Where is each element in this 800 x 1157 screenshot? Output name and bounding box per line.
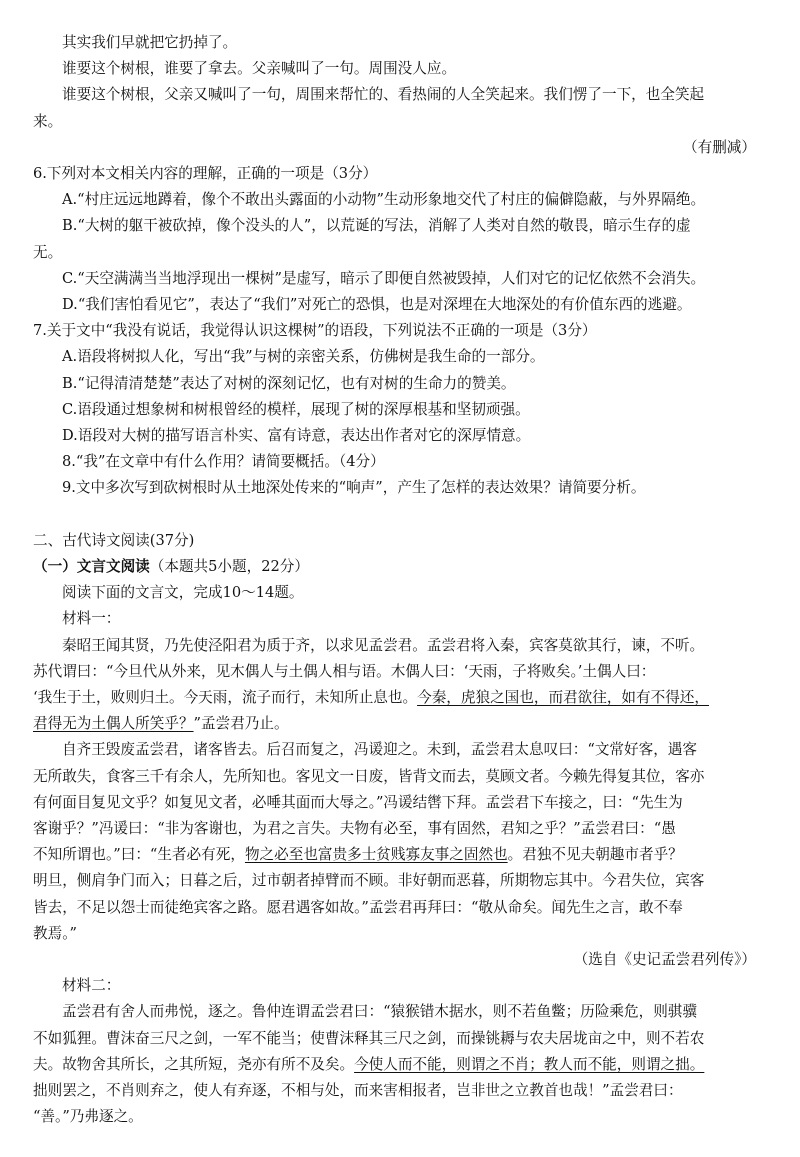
story-paragraph: 谁要这个树根，父亲又喊叫了一句，周围来帮忙的、看热闹的人全笑起来。我们愣了一下，也全笑起	[62, 86, 705, 104]
question-6-stem: 6.下列对本文相关内容的理解，正确的一项是（3分）	[33, 165, 378, 182]
text-span: ”孟尝君乃止。	[193, 715, 289, 733]
material-1-line	[33, 845, 683, 865]
text-span: ‘我生于土，败则归土。今天雨，流子而行，未知所止息也。	[33, 689, 418, 706]
q6-option-c: C.“天空满满当当地浮现出一棵树”是虚写，暗示了即便自然被毁掉，人们对它的记忆依然不会消失。	[62, 269, 706, 287]
material-1-line: 苏代谓曰：“今旦代从外来，见木偶人与土偶人相与语。木偶人曰：‘天雨，子将败矣。’土偶人曰：	[33, 662, 656, 680]
material-1-line: 自齐王毁废孟尝君，诸客皆去。后召而复之，冯谖迎之。未到，孟尝君太息叹曰：“文常好客，遇客	[62, 741, 697, 759]
material-1-line: 无所敢失，食客三千有余人，先所知也。客见文一日废，皆背文而去，莫顾文者。今赖先得复其位，客亦	[33, 767, 705, 785]
material-1-line: 明旦，侧肩争门而入；日暮之后，过市朝者掉臂而不顾。非好朝而恶暮，所期物忘其中。今君失位，宾客	[33, 872, 705, 890]
section-2-title: 二、古代诗文阅读(37分)	[33, 531, 195, 549]
material-1-label: 材料一：	[62, 610, 121, 628]
text-span: 夫。故物舍其所长，之其所短，尧亦有所不及矣。	[33, 1055, 355, 1073]
abridged-note: （有删减）	[683, 138, 756, 156]
subsection-title-bold: （一）文言文阅读	[33, 558, 150, 575]
material-1-line: 皆去，不足以怨士而徒绝宾客之路。愿君遇客如故。”孟尝君再拜曰：“敬从命矣。闻先生之言，敢不奉	[33, 898, 683, 916]
q6-option-a: A.“村庄远远地蹲着，像个不敢出头露面的小动物”生动形象地交代了村庄的偏僻隐蔽，与外界隔绝。	[62, 191, 706, 209]
story-paragraph: 谁要这个树根，谁要了拿去。父亲喊叫了一句。周围没人应。	[62, 60, 457, 78]
material-2-label: 材料二：	[62, 977, 121, 995]
subsection-title	[33, 557, 309, 577]
material-2-line: 拙则罢之，不肖则弃之，使人有弃逐，不相与处，而来害相报者，岂非世之立教首也哉！”孟尝君曰：	[33, 1082, 683, 1099]
material-2-line	[33, 1055, 704, 1075]
text-span: 不知所谓也。”曰：“生者必有死，	[33, 846, 245, 864]
underlined-sentence: 今使人而不能，则谓之不肖；教人而不能，则谓之拙。	[354, 1055, 705, 1073]
q7-option-d: D.语段对大树的描写语言朴实、富有诗意，表达出作者对它的深厚情意。	[62, 427, 531, 444]
material-2-line: 不如狐狸。曹沫奋三尺之剑，一军不能当；使曹沫释其三尺之剑，而操铫耨与农夫居垅亩之中，则不若农	[33, 1029, 705, 1047]
underlined-sentence: 物之必至也富贵多士贫贱寡友事之固然也	[244, 846, 508, 864]
q7-option-c: C.语段通过想象树和树根曾经的模样，展现了树的深厚根基和坚韧顽强。	[62, 400, 530, 418]
material-1-line: 秦昭王闻其贤，乃先使泾阳君为质于齐，以求见孟尝君。孟尝君将入秦，宾客莫欲其行，谏，不听。	[62, 636, 705, 654]
q7-option-b: B.“记得清清楚楚”表达了对树的深刻记忆，也有对树的生命力的赞美。	[62, 374, 516, 392]
material-2-line: “善。”乃弗逐之。	[33, 1108, 143, 1126]
material-1-line: 客谢乎？”冯谖曰：“非为客谢也，为君之言失。夫物有必至，事有固然，君知之乎？”孟尝君曰：“愚	[33, 820, 676, 837]
material-1-line	[33, 714, 289, 734]
material-1-source: （选自《史记孟尝君列传》）	[573, 951, 756, 968]
q6-option-d: D.“我们害怕看见它”，表达了“我们”对死亡的恐惧，也是对深埋在大地深处的有价值东西的逃避。	[62, 296, 692, 313]
text-span: 。君独不见夫朝趣市者乎？	[507, 846, 683, 864]
question-8: 8.“我”在文章中有什么作用？请简要概括。（4分）	[62, 453, 385, 471]
q6-option-b: B.“大树的躯干被砍掉，像个没头的人”，以荒诞的写法，消解了人类对自然的敬畏，暗示生存的虚	[62, 217, 691, 235]
material-1-line: 教焉。”	[33, 924, 77, 942]
story-paragraph-cont: 来。	[33, 112, 63, 130]
question-7-stem: 7.关于文中“我没有说话，我觉得认识这棵树”的语段，下列说法不正确的一项是（3分）	[33, 322, 597, 340]
material-1-line: 有何面目复见文乎？如复见文者，必唾其面而大辱之。”冯谖结辔下拜。孟尝君下车接之，曰：“先生为	[33, 793, 683, 811]
story-paragraph: 其实我们早就把它扔掉了。	[62, 34, 238, 51]
underlined-sentence: 君得无为土偶人所笑乎？	[33, 715, 194, 733]
reading-instruction: 阅读下面的文言文，完成10～14题。	[62, 584, 304, 602]
material-2-line: 孟尝君有舍人而弗悦，逐之。鲁仲连谓孟尝君曰：“猿猴错木据水，则不若鱼鳖；历险乘危，则骐骥	[62, 1003, 697, 1021]
subsection-title-rest: （本题共5小题，22分）	[149, 558, 309, 575]
underlined-sentence: 今秦，虎狼之国也，而君欲往，如有不得还，	[417, 689, 709, 706]
question-9: 9.文中多次写到砍树根时从土地深处传来的“响声”，产生了怎样的表达效果？请简要分析。	[62, 479, 646, 497]
material-1-line	[33, 688, 709, 708]
q6-option-b-cont: 无。	[33, 243, 63, 261]
q7-option-a: A.语段将树拟人化，写出“我”与树的亲密关系，仿佛树是我生命的一部分。	[62, 348, 545, 366]
